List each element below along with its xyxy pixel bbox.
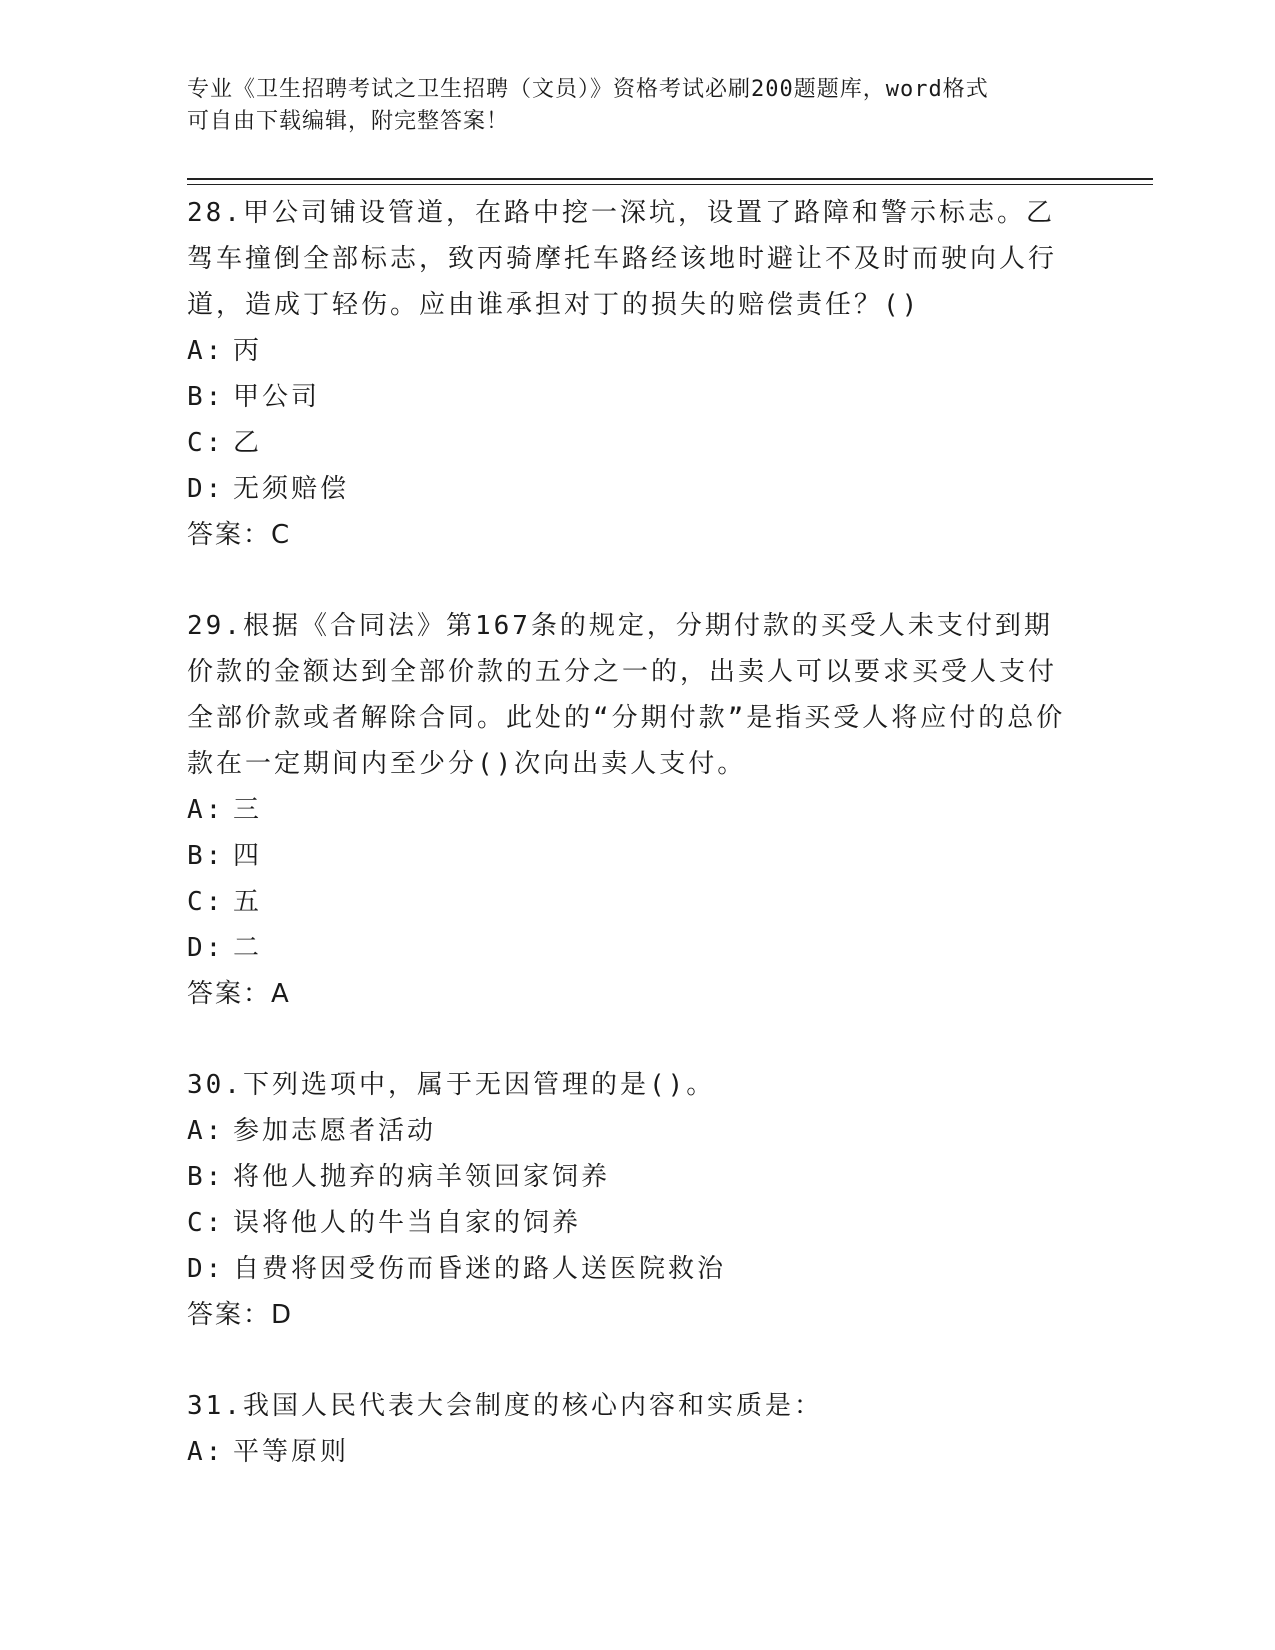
option-letter: D: <box>187 474 225 504</box>
question-list <box>187 190 1147 1520</box>
header-line-1: 专业《卫生招聘考试之卫生招聘（文员）》资格考试必刷200题题库，word格式 <box>187 77 989 102</box>
option-a <box>187 787 1147 833</box>
option-a <box>187 1429 1147 1475</box>
option-d <box>187 925 1147 971</box>
option-text: 丙 <box>233 336 263 366</box>
option-text: 自费将因受伤而昏迷的路人送医院救治 <box>233 1254 727 1284</box>
option-letter: C: <box>187 1208 225 1238</box>
header-line-2: 可自由下载编辑，附完整答案！ <box>187 109 510 134</box>
option-letter: C: <box>187 428 225 458</box>
option-text: 平等原则 <box>233 1437 350 1467</box>
answer-line: 答案：A <box>187 979 291 1009</box>
header-divider-thick <box>187 178 1153 180</box>
option-text: 甲公司 <box>233 382 321 412</box>
option-letter: D: <box>187 1254 225 1284</box>
option-text: 无须赔偿 <box>233 474 350 504</box>
option-c <box>187 1200 1147 1246</box>
answer-line: 答案：D <box>187 1300 294 1330</box>
option-letter: A: <box>187 1437 225 1467</box>
option-text: 误将他人的牛当自家的饲养 <box>233 1208 582 1238</box>
question-text: 28.甲公司铺设管道，在路中挖一深坑，设置了路障和警示标志。乙驾车撞倒全部标志，致丙骑摩托车路经该地时避让不及时而驶向人行道，造成丁轻伤。应由谁承担对丁的损失的赔偿责任？() <box>187 198 1058 320</box>
option-letter: C: <box>187 887 225 917</box>
option-text: 将他人抛弃的病羊领回家饲养 <box>233 1162 611 1192</box>
option-text: 乙 <box>233 428 263 458</box>
question-28 <box>187 190 1147 558</box>
option-a <box>187 1108 1147 1154</box>
question-text: 30.下列选项中，属于无因管理的是()。 <box>187 1070 716 1100</box>
option-c <box>187 420 1147 466</box>
header-divider-thin <box>187 184 1153 185</box>
option-letter: B: <box>187 382 225 412</box>
option-text: 二 <box>233 933 263 963</box>
option-letter: B: <box>187 841 225 871</box>
option-letter: D: <box>187 933 225 963</box>
option-b <box>187 374 1147 420</box>
question-29 <box>187 603 1147 1017</box>
answer-line: 答案：C <box>187 520 292 550</box>
option-text: 四 <box>233 841 263 871</box>
option-letter: B: <box>187 1162 225 1192</box>
option-text: 五 <box>233 887 263 917</box>
option-letter: A: <box>187 1116 225 1146</box>
question-30 <box>187 1062 1147 1338</box>
option-text: 参加志愿者活动 <box>233 1116 437 1146</box>
option-c <box>187 879 1147 925</box>
option-b <box>187 1154 1147 1200</box>
document-header <box>187 74 1087 138</box>
question-text: 29.根据《合同法》第167条的规定，分期付款的买受人未支付到期价款的金额达到全部价款的五分之一的，出卖人可以要求买受人支付全部价款或者解除合同。此处的“分期付款”是指买受人将应付的总价款在一定期间内至少分()次向出卖人支付。 <box>187 611 1066 779</box>
question-31 <box>187 1383 1147 1475</box>
question-text: 31.我国人民代表大会制度的核心内容和实质是： <box>187 1391 823 1421</box>
option-d <box>187 466 1147 512</box>
option-d <box>187 1246 1147 1292</box>
option-b <box>187 833 1147 879</box>
option-a <box>187 328 1147 374</box>
option-text: 三 <box>233 795 263 825</box>
option-letter: A: <box>187 795 225 825</box>
option-letter: A: <box>187 336 225 366</box>
